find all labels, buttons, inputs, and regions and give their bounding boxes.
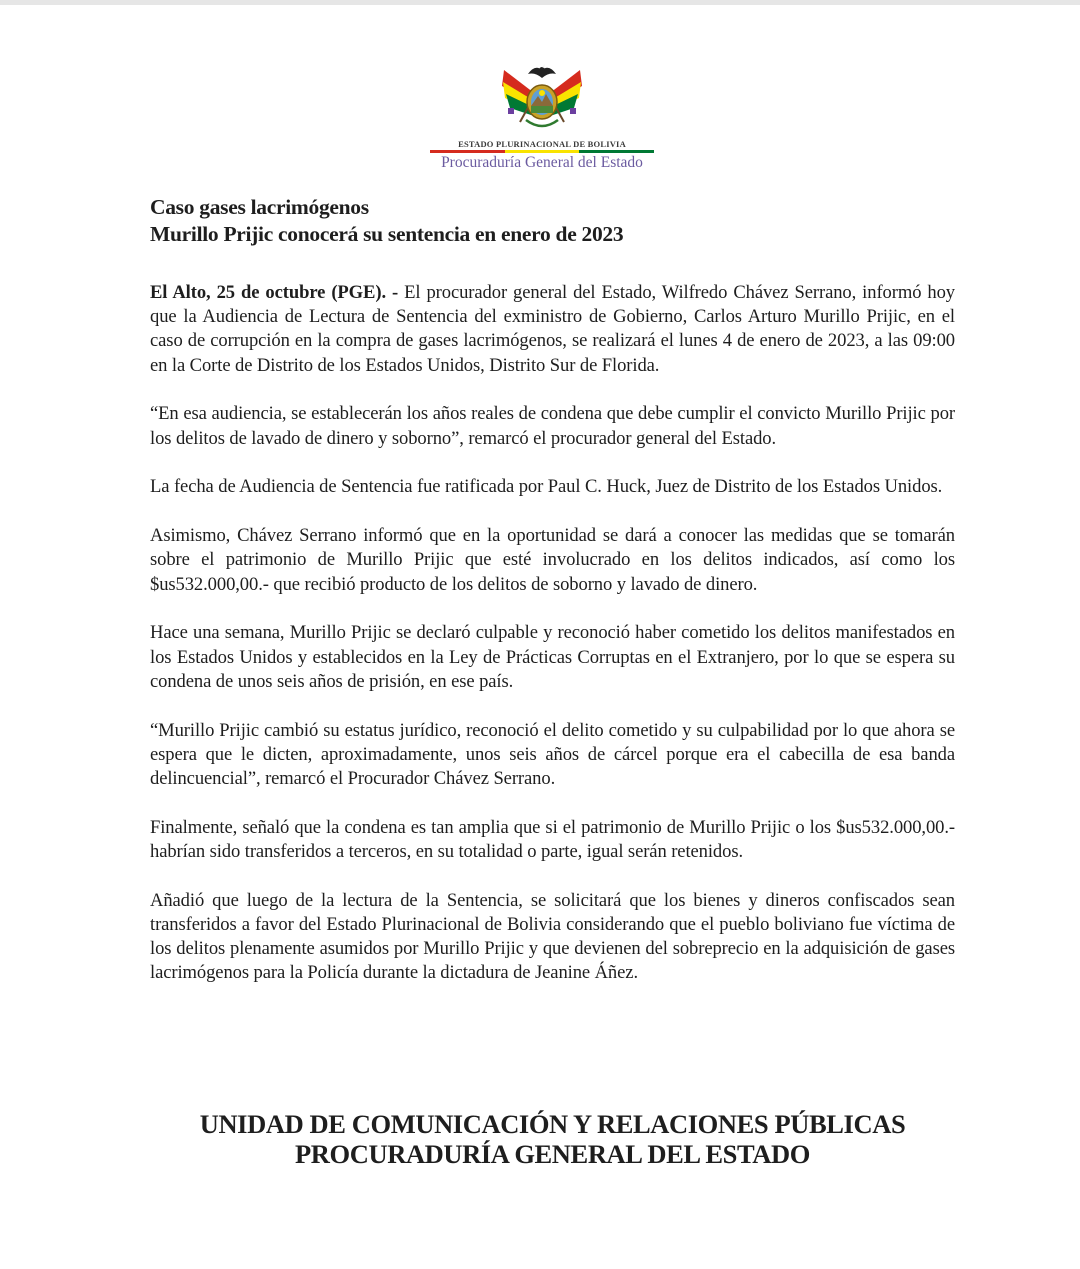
bolivia-coat-of-arms-icon [500,56,584,136]
institution-name: Procuraduría General del Estado [441,154,643,171]
press-release-body [150,281,955,1010]
paragraph-5: Hace una semana, Murillo Prijic se declaró culpable y reconoció haber cometido los delitos manifestados en los Estados Unidos y establecidos en la Ley de Prácticas Corruptas en el Extranjero, por lo que se espera su condena de unos seis años de prisión, en ese país. [150,622,955,692]
press-release-title [150,194,950,248]
signature-block [100,1109,1005,1169]
title-line-2: Murillo Prijic conocerá su sentencia en enero de 2023 [150,222,624,246]
dateline: El Alto, 25 de octubre (PGE). - [150,282,399,303]
footer-unit-name: UNIDAD DE COMUNICACIÓN Y RELACIONES PÚBLICAS [199,1109,906,1139]
paragraph-3: La fecha de Audiencia de Sentencia fue ratificada por Paul C. Huck, Juez de Distrito de los Estados Unidos. [150,476,943,498]
top-border [0,0,1080,5]
paragraph-2: “En esa audiencia, se establecerán los años reales de condena que debe cumplir el convicto Murillo Prijic por los delitos de lavado de dinero y soborno”, remarcó el procurador general del Estado. [150,403,955,449]
paragraph-4: Asimismo, Chávez Serrano informó que en la oportunidad se dará a conocer las medidas que se tomarán sobre el patrimonio de Murillo Prijic que esté involucrado en los delitos indicados, así como los $us532.000,00.- que recibió producto de los delitos de soborno y lavado de dinero. [150,525,955,595]
title-line-1: Caso gases lacrimógenos [150,195,369,219]
paragraph-6: “Murillo Prijic cambió su estatus jurídico, reconoció el delito cometido y su culpabilidad por lo que ahora se espera que le dicten, aproximadamente, unos seis años de cárcel porque era el cabecilla de esa banda delincuencial”, remarcó el Procurador Chávez Serrano. [150,719,955,790]
flag-green-segment [579,150,654,153]
state-name: ESTADO PLURINACIONAL DE BOLIVIA [458,139,626,149]
paragraph-1-text: El procurador general del Estado, Wilfredo Chávez Serrano, informó hoy que la Audiencia de Lectura de Sentencia del exministro de Gobierno, Carlos Arturo Murillo Prijic, en el caso de corrupción en la compra de gases lacrimógenos, se realizará el lunes 4 de enero de 2023, a las 09:00 en la Corte de Distrito de los Estados Unidos, Distrito Sur de Florida. [150,282,955,376]
paragraph-8: Añadió que luego de la lectura de la Sentencia, se solicitará que los bienes y dineros confiscados sean transferidos a favor del Estado Plurinacional de Bolivia considerando que el pueblo boliviano fue víctima de los delitos plenamente asumidos por Murillo Prijic y que devienen del sobreprecio en la adquisición de gases lacrimógenos para la Policía durante la dictadura de Jeanine Áñez. [150,889,955,984]
flag-yellow-segment [505,150,580,153]
footer-institution-name: PROCURADURÍA GENERAL DEL ESTADO [295,1139,810,1169]
paragraph-1 [150,281,955,378]
letterhead [0,56,1080,136]
flag-color-bar [430,150,654,153]
flag-red-segment [430,150,505,153]
paragraph-7: Finalmente, señaló que la condena es tan amplia que si el patrimonio de Murillo Prijic o los $us532.000,00.- habrían sido transferidos a terceros, en su totalidad o parte, igual serán retenidos. [150,816,955,863]
